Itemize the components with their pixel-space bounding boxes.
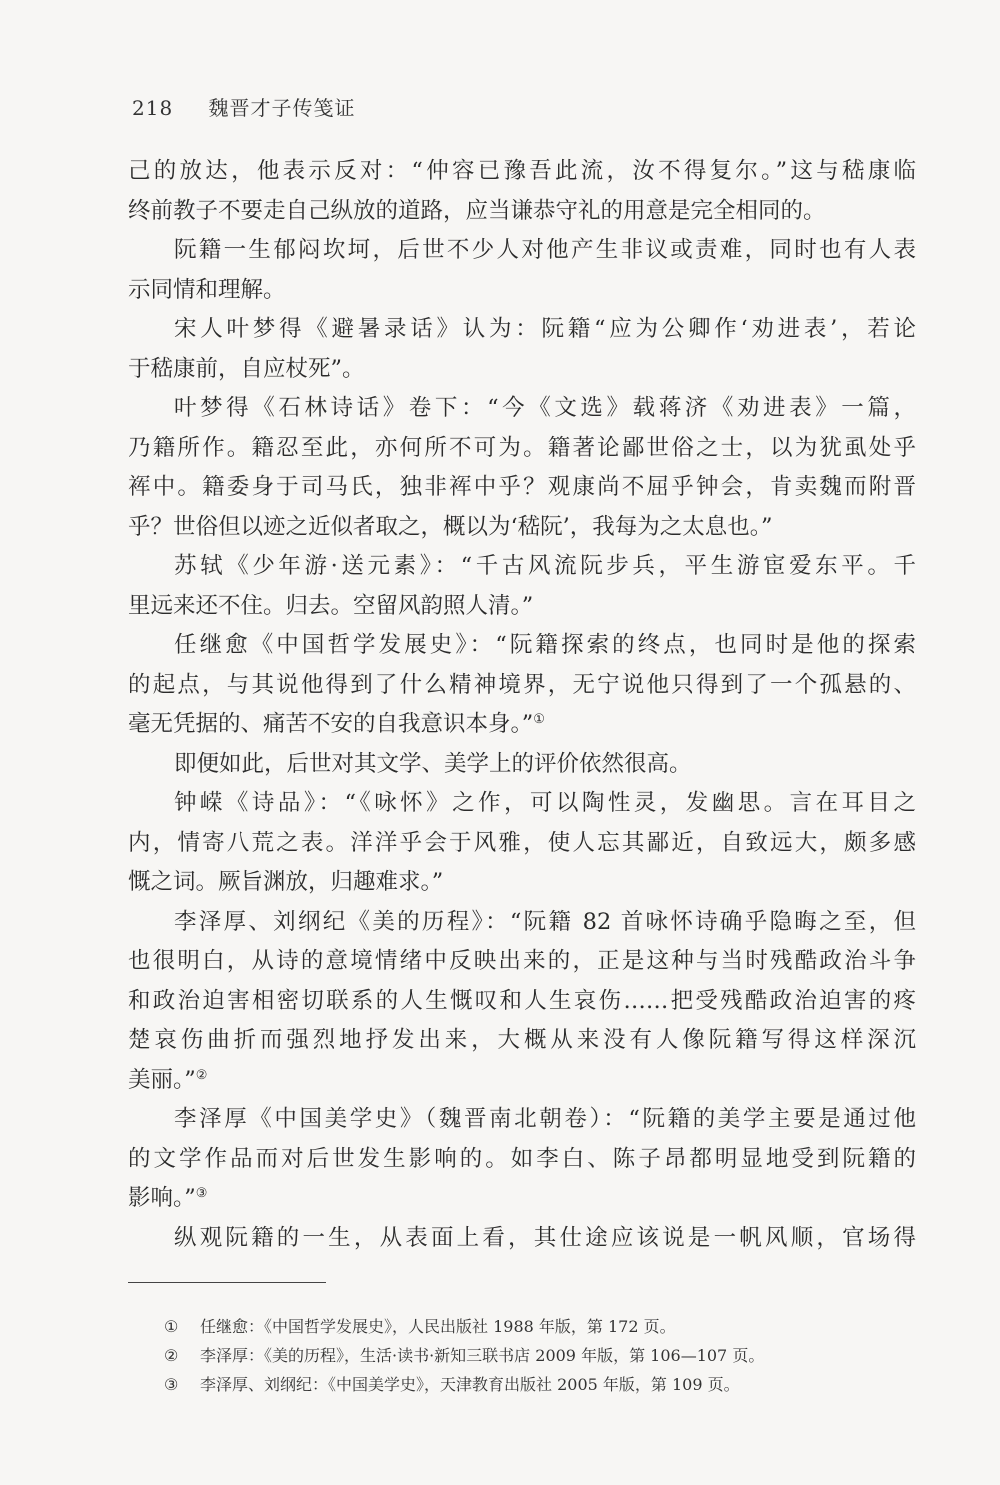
text-line [128,152,916,192]
text-line-content: 钟嵘《诗品》：“《咏怀》之作，可以陶性灵，发幽思。言在耳目之 [174,790,916,816]
text-line-content: 裈中。籍委身于司马氏，独非裈中乎？观康尚不屈乎钟会，肯卖魏而附晋 [128,474,916,500]
page-number: 218 [132,96,174,120]
text-line [128,389,916,429]
footnote-item [164,1341,924,1370]
footnote-text: 李泽厚：《美的历程》，生活·读书·新知三联书店 2009 年版，第 106—107 页。 [200,1346,765,1365]
text-line [128,942,916,982]
footnote-mark: ① [164,1317,179,1336]
text-line [128,1100,916,1140]
text-line [128,784,916,824]
text-line [128,1140,916,1180]
text-line [128,982,916,1022]
text-line [128,863,916,903]
text-line-content: 的文学作品而对后世发生影响的。如李白、陈子昂都明显地受到阮籍的 [128,1145,916,1172]
text-line [128,468,916,508]
text-line-content: 里远来还不住。归去。空留风韵照人清。” [128,592,534,619]
book-title: 魏晋才子传笺证 [208,96,356,120]
text-line [128,626,916,666]
text-line-content: 乎？世俗但以迹之近似者取之，概以为‘嵇阮’，我每为之太息也。” [128,513,773,540]
text-line [128,587,916,627]
text-line-content: 李泽厚、刘纲纪《美的历程》：“阮籍 82 首咏怀诗确乎隐晦之至，但 [174,908,916,935]
footnote-reference: ① [533,712,545,727]
text-line [128,429,916,469]
footnote-reference: ③ [195,1186,208,1201]
footnote-mark: ② [164,1346,179,1365]
text-line [128,508,916,548]
text-line-content: 李泽厚《中国美学史》（魏晋南北朝卷）：“阮籍的美学主要是通过他 [174,1106,916,1132]
footnote-text: 李泽厚、刘纲纪：《中国美学史》，天津教育出版社 2005 年版，第 109 页。 [200,1375,740,1394]
text-line-content: 影响。” [128,1185,196,1211]
text-line-content: 美丽。” [128,1066,196,1093]
text-line [128,231,916,271]
text-line-content: 叶梦得《石林诗话》卷下：“今《文选》载蒋济《劝进表》一篇， [174,395,916,421]
text-line-content: 己的放达，他表示反对：“仲容已豫吾此流，汝不得复尔。”这与嵇康临 [128,158,916,184]
text-line [128,666,916,706]
text-line [128,745,916,785]
text-line-content: 纵观阮籍的一生，从表面上看，其仕途应该说是一帆风顺，官场得 [174,1224,916,1251]
text-line [128,1061,916,1101]
text-line [128,1021,916,1061]
text-line-content: 毫无凭据的、痛苦不安的自我意识本身。” [128,711,534,737]
footnotes [164,1312,924,1399]
body-text [128,152,916,1258]
running-header [132,92,356,121]
text-line-content: 慨之词。厥旨渊放，归趣难求。” [128,869,444,895]
text-line-content: 即便如此，后世对其文学、美学上的评价依然很高。 [174,750,692,777]
footnote-mark: ③ [164,1375,179,1394]
text-line [128,547,916,587]
text-line-content: 阮籍一生郁闷坎坷，后世不少人对他产生非议或责难，同时也有人表 [174,237,916,263]
text-line-content: 楚哀伤曲折而强烈地抒发出来，大概从来没有人像阮籍写得这样深沉 [128,1027,916,1053]
text-line-content: 苏轼《少年游·送元素》：“千古风流阮步兵，平生游宦爱东平。千 [174,553,916,579]
text-line-content: 乃籍所作。籍忍至此，亦何所不可为。籍著论鄙世俗之士，以为犹虱处乎 [128,434,916,461]
footnote-item [164,1312,924,1341]
text-line-content: 和政治迫害相密切联系的人生慨叹和人生哀伤……把受残酷政治迫害的疼 [128,987,916,1014]
text-line-content: 的起点，与其说他得到了什么精神境界，无宁说他只得到了一个孤悬的、 [128,671,916,698]
footnote-reference: ② [195,1067,208,1083]
text-line-content: 任继愈《中国哲学发展史》：“阮籍探索的终点，也同时是他的探索 [174,632,916,658]
text-line-content: 宋人叶梦得《避暑录话》认为：阮籍“应为公卿作‘劝进表’，若论 [174,316,916,342]
text-line [128,903,916,943]
text-line [128,271,916,311]
text-line [128,705,916,745]
text-line-content: 终前教子不要走自己纵放的道路，应当谦恭守礼的用意是完全相同的。 [128,197,826,224]
footnote-item [164,1370,924,1399]
footnote-divider [128,1282,326,1283]
watermark-logo [4,955,42,1145]
text-line [128,192,916,232]
text-line [128,350,916,390]
text-line [128,824,916,864]
text-line [128,1179,916,1219]
text-line-content: 也很明白，从诗的意境情绪中反映出来的，正是这种与当时残酷政治斗争 [128,948,916,974]
text-line [128,310,916,350]
text-line-content: 于嵇康前，自应杖死”。 [128,355,365,382]
text-line-content: 内，情寄八荒之表。洋洋乎会于风雅，使人忘其鄙近，自致远大，颇多感 [128,829,916,856]
text-line [128,1219,916,1259]
text-line-content: 示同情和理解。 [128,276,286,303]
footnote-text: 任继愈：《中国哲学发展史》，人民出版社 1988 年版，第 172 页。 [200,1317,676,1336]
